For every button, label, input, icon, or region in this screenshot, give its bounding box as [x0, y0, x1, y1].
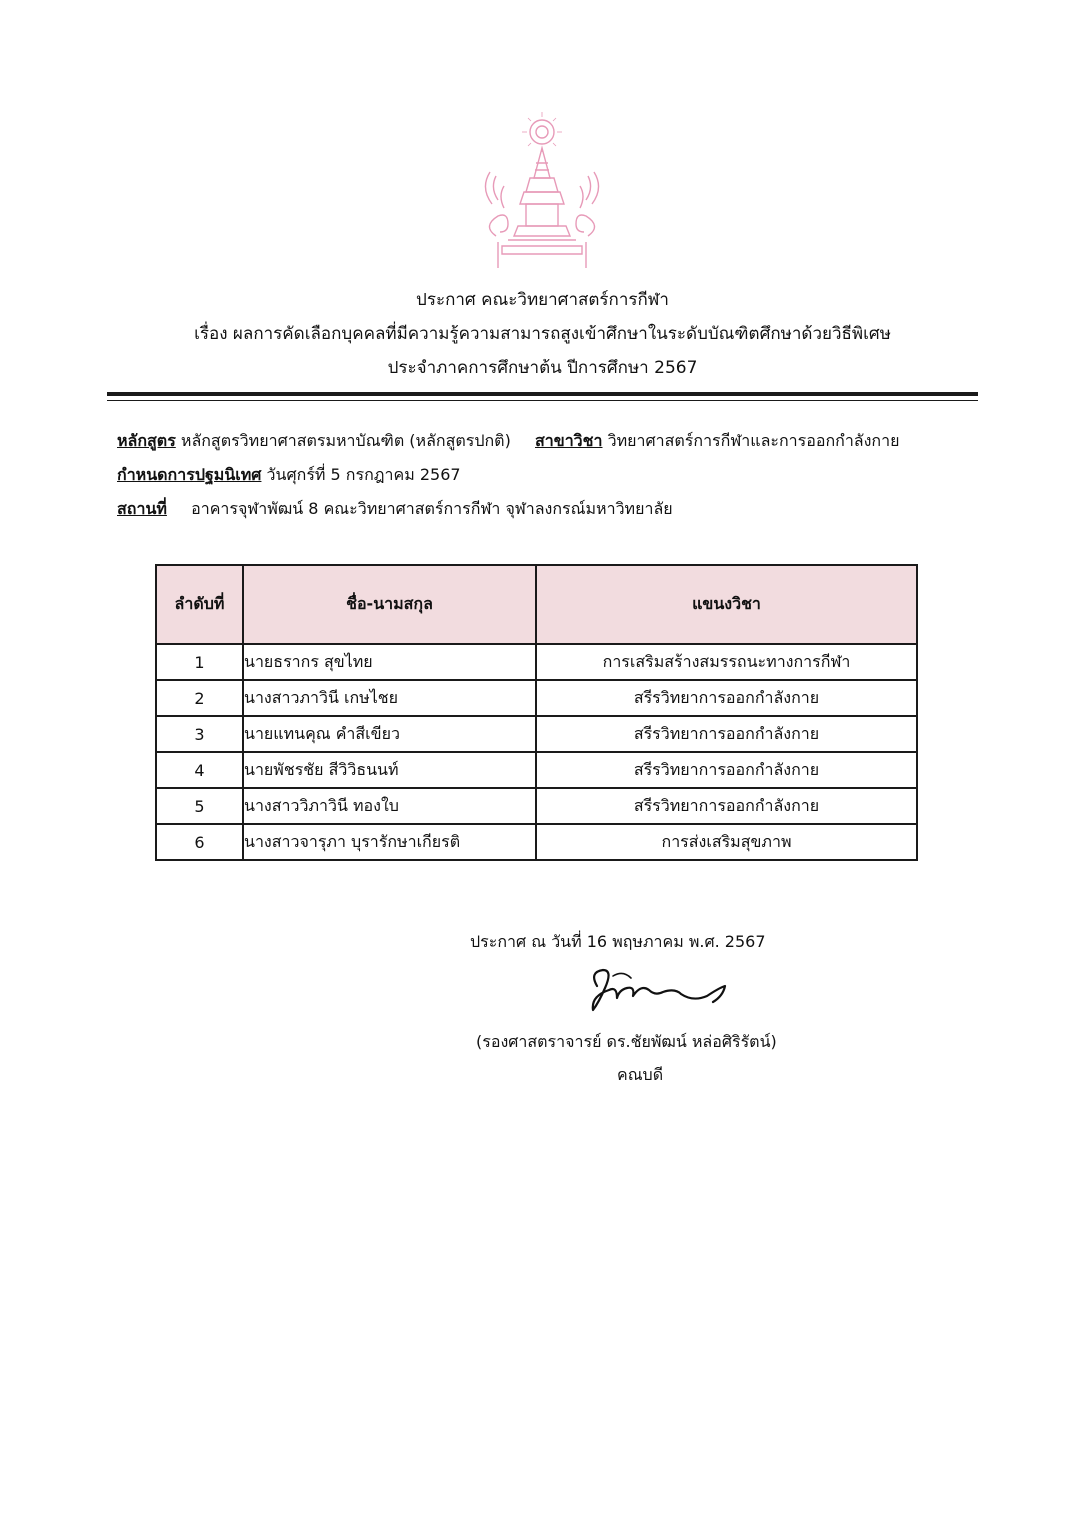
- row-name: นางสาววิภาวินี ทองใบ: [243, 788, 536, 824]
- row-major: สรีรวิทยาการออกกำลังกาย: [536, 788, 917, 824]
- program-label: หลักสูตร: [117, 431, 176, 450]
- row-major: สรีรวิทยาการออกกำลังกาย: [536, 680, 917, 716]
- row-name: นายธรากร สุขไทย: [243, 644, 536, 680]
- handwritten-signature: [583, 966, 733, 1016]
- row-major: การเสริมสร้างสมรรถนะทางการกีฬา: [536, 644, 917, 680]
- venue-value: อาคารจุฬาพัฒน์ 8 คณะวิทยาศาสตร์การกีฬา จุฬาลงกรณ์มหาวิทยาลัย: [191, 499, 673, 518]
- announcement-term: ประจำภาคการศึกษาต้น ปีการศึกษา 2567: [387, 358, 698, 378]
- row-major: การส่งเสริมสุขภาพ: [536, 824, 917, 860]
- header-major: แขนงวิชา: [536, 565, 917, 644]
- row-number: 3: [156, 716, 243, 752]
- header-divider-thin: [107, 400, 978, 401]
- table-row: [156, 752, 917, 788]
- table-row: [156, 824, 917, 860]
- row-number: 1: [156, 644, 243, 680]
- row-name: นางสาวจารุภา บุรารักษาเกียรติ: [243, 824, 536, 860]
- program-line: [117, 429, 899, 454]
- field-label: สาขาวิชา: [535, 431, 603, 450]
- announcement-heading: ประกาศ คณะวิทยาศาสตร์การกีฬา: [416, 290, 669, 310]
- orientation-value: วันศุกร์ที่ 5 กรกฎาคม 2567: [266, 465, 461, 484]
- venue-label: สถานที่: [117, 499, 167, 518]
- header-divider-thick: [107, 392, 978, 396]
- results-table: [155, 564, 918, 861]
- orientation-line: [117, 463, 461, 488]
- table-row: [156, 644, 917, 680]
- program-value: หลักสูตรวิทยาศาสตรมหาบัณฑิต (หลักสูตรปกติ): [180, 431, 511, 450]
- row-number: 4: [156, 752, 243, 788]
- announcement-date: ประกาศ ณ วันที่ 16 พฤษภาคม พ.ศ. 2567: [470, 932, 766, 951]
- row-number: 2: [156, 680, 243, 716]
- signatory-name: (รองศาสตราจารย์ ดร.ชัยพัฒน์ หล่อศิริรัตน์): [476, 1032, 777, 1051]
- table-row: [156, 788, 917, 824]
- table-header-row: [156, 565, 917, 644]
- row-number: 6: [156, 824, 243, 860]
- header-order: ลำดับที่: [156, 565, 243, 644]
- row-name: นายแทนคุณ คำสีเขียว: [243, 716, 536, 752]
- table-row: [156, 716, 917, 752]
- university-emblem-logo: [478, 108, 606, 272]
- announcement-subject: เรื่อง ผลการคัดเลือกบุคคลที่มีความรู้ความสามารถสูงเข้าศึกษาในระดับบัณฑิตศึกษาด้วยวิธีพิเศษ: [194, 324, 891, 344]
- table-row: [156, 680, 917, 716]
- signatory-position: คณบดี: [617, 1065, 664, 1084]
- orientation-label: กำหนดการปฐมนิเทศ: [117, 465, 262, 484]
- row-major: สรีรวิทยาการออกกำลังกาย: [536, 716, 917, 752]
- row-name: นายพัชรชัย สีวิวิธนนท์: [243, 752, 536, 788]
- row-major: สรีรวิทยาการออกกำลังกาย: [536, 752, 917, 788]
- header-name: ชื่อ-นามสกุล: [243, 565, 536, 644]
- field-value: วิทยาศาสตร์การกีฬาและการออกกำลังกาย: [607, 431, 900, 450]
- row-name: นางสาวภาวินี เกษไชย: [243, 680, 536, 716]
- venue-line: [117, 497, 673, 522]
- row-number: 5: [156, 788, 243, 824]
